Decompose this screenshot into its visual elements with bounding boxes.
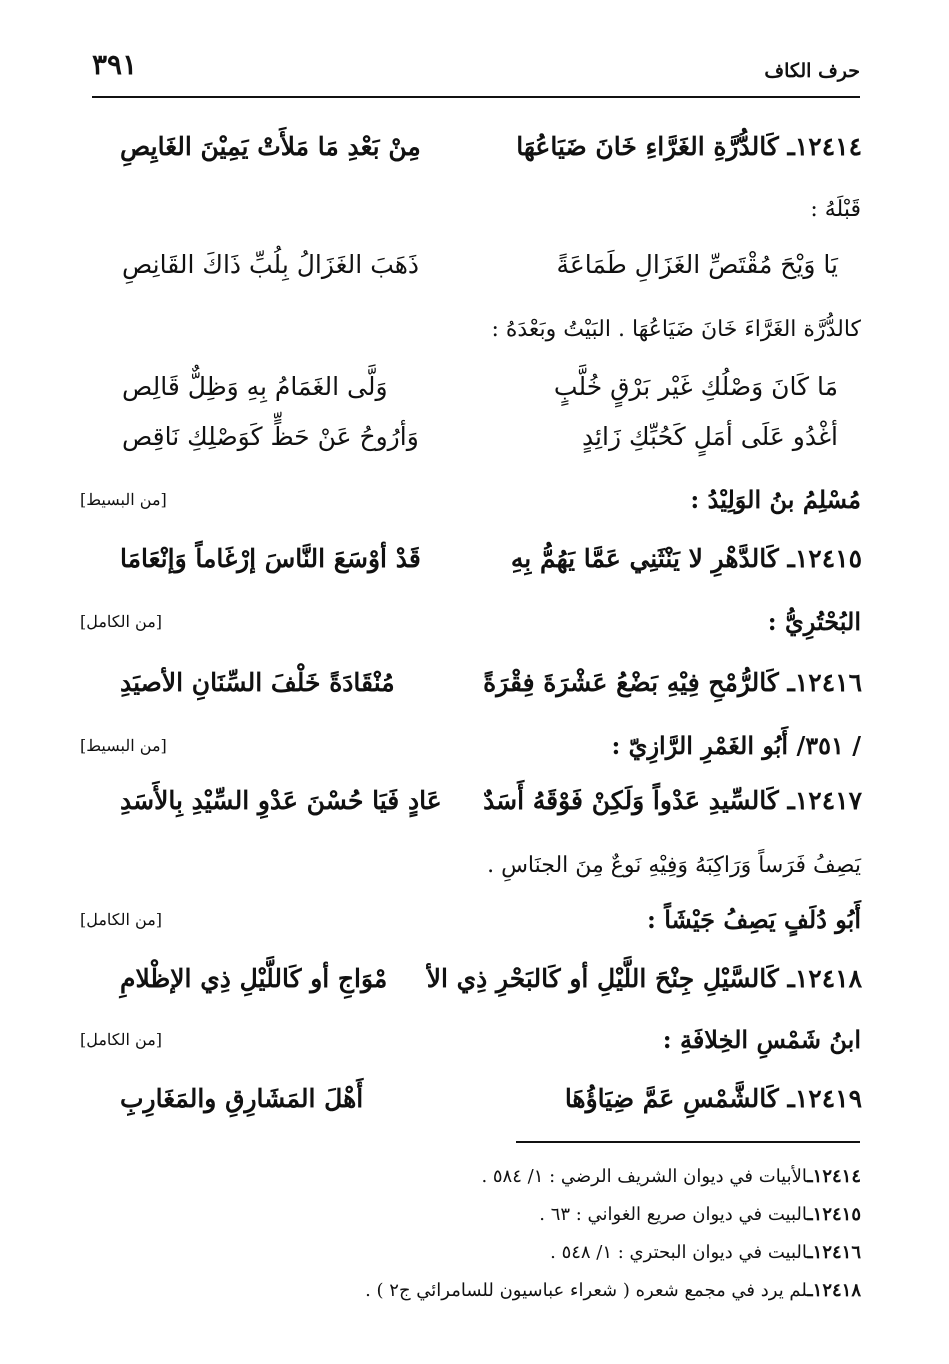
prose-describes: يَصِفُ فَرَساً وَرَاكِبَهُ وَفِيْهِ نَوعٌ مِنَ الجنَاسِ . <box>487 853 861 878</box>
poet-heading-1 <box>80 478 861 522</box>
verse-first-hemistich: ١٢٤١٤ـ كَالدُّرَّةِ الغَرَّاءِ خَانَ ضَيَاعُهَا <box>516 132 862 161</box>
verse-number: ١٢٤١٥ـ <box>787 544 862 573</box>
prose-qablahu: قَبْلَهُ : <box>810 197 861 222</box>
context-verse-2 <box>122 362 838 412</box>
footnote-number: ١٢٤١٨ـ <box>807 1280 861 1301</box>
poet-heading-2 <box>80 600 861 644</box>
verse-first-hemistich: ١٢٤١٦ـ كَالرُّمْحِ فِيْهِ بَضْعُ عَشْرَةَ فِقْرَةً <box>483 668 862 697</box>
footnote-number: ١٢٤١٥ـ <box>807 1204 861 1225</box>
footnote-text: البيت في ديوان صريع الغواني : ٦٣ . <box>539 1204 808 1225</box>
verse-second-hemistich: ذَهَبَ الغَزَالُ بِلُبِّ ذَاكَ القَانِصِ <box>122 250 420 279</box>
verse-number: ١٢٤١٤ـ <box>787 132 862 161</box>
footnote-12414 <box>481 1162 861 1192</box>
poet-name: / ٣٥١/ أَبُو الغَمْرِ الرَّازِيّ : <box>611 731 861 760</box>
chapter-title: حرف الكاف <box>764 60 860 82</box>
verse-second-hemistich: وَأرُوحُ عَنْ حَظٍّ كَوَصْلِكِ نَاقِص <box>122 422 419 451</box>
poet-name: ابنُ شَمْسِ الخِلافَةِ : <box>662 1025 861 1054</box>
verse-first-hemistich: يَا وَيْحَ مُقْتَصِّ الغَزَالِ طَمَاعَةً <box>556 250 838 279</box>
verse-first-hemistich: ١٢٤١٥ـ كَالدَّهْرِ لا يَنْثَنِي عَمَّا يَهُمُّ بِهِ <box>510 544 862 573</box>
verse-second-hemistich: وَلَّى الغَمَامُ بِهِ وَظِلٌّ قَالِص <box>122 372 388 401</box>
verse-second-hemistich: مْوَاجِ أو كَاللَّيْلِ ذِي الإظْلامِ <box>120 964 388 993</box>
verse-first-hemistich: ١٢٤١٩ـ كَالشَّمْسِ عَمَّ ضِيَاؤُهَا <box>564 1084 862 1113</box>
verse-second-hemistich: عَادٍ فَيَا حُسْنَ عَدْوِ السِّيْدِ بِالأَسَدِ <box>120 786 442 815</box>
poetic-meter: [من الكامل] <box>80 1030 163 1049</box>
verse-number: ١٢٤١٦ـ <box>787 668 862 697</box>
poet-name: مُسْلِمُ بنُ الوَلِيْدُ : <box>690 485 861 514</box>
footnote-12416 <box>550 1238 861 1268</box>
header-divider <box>92 96 860 98</box>
page-header <box>92 44 860 94</box>
verse-first-hemistich: مَا كَانَ وَصْلُكِ غَيْر بَرْقٍ خُلَّبٍ <box>553 372 838 401</box>
prose-after-verse: كالدُّرَّة الغَرَّاءَ خَانَ ضَيَاعُهَا . البَيْتُ وبَعْدَهُ : <box>491 317 861 342</box>
footnote-number: ١٢٤١٦ـ <box>807 1242 861 1263</box>
poetic-meter: [من البسيط] <box>80 490 167 509</box>
verse-second-hemistich: مُنْقَادَةً خَلْفَ السِّنَانِ الأصيَدِ <box>120 668 395 697</box>
verse-number: ١٢٤١٨ـ <box>787 964 862 993</box>
footnote-12418 <box>365 1276 861 1306</box>
poet-heading-5 <box>80 1018 861 1062</box>
verse-first-hemistich: ١٢٤١٨ـ كَالسَّيْلِ جِنْحَ اللَّيْلِ أو كَالبَحْرِ ذِي الأ <box>426 964 862 993</box>
poetic-meter: [من البسيط] <box>80 736 167 755</box>
verse-12417 <box>120 776 862 826</box>
footnote-text: الأبيات في ديوان الشريف الرضي : ١/ ٥٨٤ . <box>481 1166 808 1187</box>
footnote-divider <box>516 1141 860 1143</box>
verse-second-hemistich: مِنْ بَعْدِ مَا مَلأَتْ يَمِيْنَ الغَايِصِ <box>120 132 421 161</box>
verse-12416 <box>120 658 862 708</box>
verse-12419 <box>120 1074 862 1124</box>
context-verse-3 <box>122 412 838 462</box>
footnote-number: ١٢٤١٤ـ <box>807 1166 861 1187</box>
verse-first-hemistich: أغْدُو عَلَى أمَلٍ كَحُبِّكِ زَائِدٍ <box>581 422 838 451</box>
poet-heading-3 <box>80 724 861 768</box>
verse-number: ١٢٤١٩ـ <box>787 1084 862 1113</box>
verse-number: ١٢٤١٧ـ <box>787 786 862 815</box>
verse-12415 <box>120 534 862 584</box>
verse-second-hemistich: قَدْ أوْسَعَ النَّاسَ إرْغَاماً وَإنْعَامَا <box>120 544 421 573</box>
poetic-meter: [من الكامل] <box>80 910 163 929</box>
poet-name: أَبُو دُلَفٍ يَصِفُ جَيْشَاً : <box>646 905 861 934</box>
verse-first-hemistich: ١٢٤١٧ـ كَالسِّيدِ عَدْواً وَلَكِنْ فَوْقَهُ أَسَدٌ <box>483 786 862 815</box>
verse-12414 <box>120 122 862 172</box>
poetic-meter: [من الكامل] <box>80 612 163 631</box>
poet-name: البُحْتُرِيُّ : <box>767 607 861 636</box>
footnote-12415 <box>539 1200 861 1230</box>
context-verse-1 <box>122 240 838 290</box>
footnote-text: البيت في ديوان البحتري : ١/ ٥٤٨ . <box>550 1242 808 1263</box>
verse-second-hemistich: أَهْلَ المَشَارِقِ والمَغَارِبِ <box>120 1084 364 1113</box>
poet-heading-4 <box>80 898 861 942</box>
page-number: ٣٩١ <box>92 48 138 81</box>
footnote-text: لم يرد في مجمع شعره ( شعراء عباسيون للسامرائي ج٢ ) . <box>365 1280 808 1301</box>
verse-12418 <box>120 954 862 1004</box>
